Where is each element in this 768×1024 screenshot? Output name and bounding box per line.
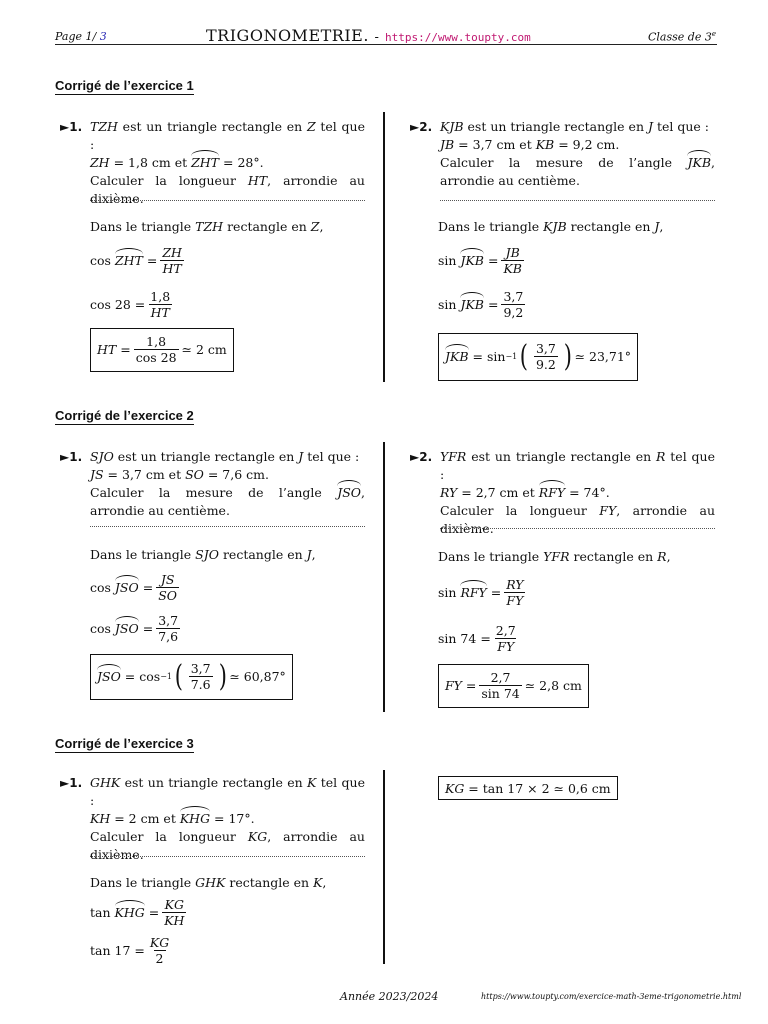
- result-box: JKB = sin −1 ( $\frac{3,7}{9.2}$ ) ≃ 23,71°: [438, 333, 638, 381]
- triangle-statement: Dans le triangle YFR rectangle en R,: [438, 549, 671, 564]
- ex2-question-2: ►2. YFR est un triangle rectangle en R tel que : RY = 2,7 cm et RFY = 74°. Calculer la longueur FY, arrondie au dixième. Dans le triangle YFR rectangle en R, sin RFY = $\frac{RY}{FY}$ sin 74 = $\frac{2,7}{FY}$ FY = $\frac{2,7}{\sin 74}$ ≃ 2,8 cm: [410, 448, 715, 713]
- answer-dots: [440, 200, 715, 201]
- equation-1: cos JSO = $\frac{JS}{SO}$: [90, 572, 178, 603]
- result-box: KG = tan 17 × 2 ≃ 0,6 cm: [438, 776, 618, 800]
- header-rule: [55, 44, 717, 45]
- page-title: TRIGONOMETRIE. - https://www.toupty.com: [206, 26, 531, 45]
- equation-1: sin JKB = $\frac{JB}{KB}$: [438, 245, 522, 276]
- answer-dots: [90, 856, 365, 857]
- answer-dots: [90, 526, 365, 527]
- class-label: Classe de 3e: [648, 30, 716, 44]
- school-year: Année 2023/2024: [340, 990, 439, 1003]
- column-divider: [383, 112, 385, 382]
- page-number: Page 1/ 3: [55, 30, 107, 43]
- site-link[interactable]: https://www.toupty.com: [385, 31, 531, 44]
- ex1-question-2: ►2. KJB est un triangle rectangle en J tel que : JB = 3,7 cm et KB = 9,2 cm. Calculer la mesure de l’angle JKB, arrondie au centième. Dans le triangle KJB rectangle en J, sin JKB = $\frac{JB}{KB}$ sin JKB = $\frac{3,7}{9,2}$ JKB = sin −1 ( $\frac{3,7}{9.2}$ ) ≃ 23,71°: [410, 118, 715, 383]
- equation-2: sin JKB = $\frac{3,7}{9,2}$: [438, 289, 524, 320]
- triangle-statement: Dans le triangle TZH rectangle en Z,: [90, 219, 324, 234]
- ex1-question-1: ►1. TZH est un triangle rectangle en Z tel que : ZH = 1,8 cm et ZHT = 28°. Calculer la longueur HT, arrondie au dixième. Dans le triangle TZH rectangle en Z, cos ZHT = $\frac{ZH}{HT}$ cos 28 = $\frac{1,8}{HT}$ HT = $\frac{1,8}{\cos 28}$ ≃ 2 cm: [60, 118, 365, 378]
- section-title-2: Corrigé de l’exercice 2: [55, 408, 194, 423]
- equation-2: cos JSO = $\frac{3,7}{7,6}$: [90, 613, 179, 644]
- triangle-statement: Dans le triangle GHK rectangle en K,: [90, 875, 327, 890]
- result-box: JSO = cos −1 ( $\frac{3,7}{7.6}$ ) ≃ 60,87°: [90, 654, 293, 700]
- column-divider: [383, 770, 385, 964]
- equation-1: tan KHG = $\frac{KG}{KH}$: [90, 897, 185, 928]
- page-total-link[interactable]: 3: [99, 30, 107, 43]
- triangle-statement: Dans le triangle KJB rectangle en J,: [438, 219, 664, 234]
- section-title-1: Corrigé de l’exercice 1: [55, 78, 194, 93]
- ex2-question-1: ►1. SJO est un triangle rectangle en J tel que : JS = 3,7 cm et SO = 7,6 cm. Calculer la mesure de l’angle JSO, arrondie au centième. Dans le triangle SJO rectangle en J, cos JSO = $\frac{JS}{SO}$ cos JSO = $\frac{3,7}{7,6}$ JSO = cos −1 ( $\frac{3,7}{7.6}$ ) ≃ 60,87°: [60, 448, 365, 693]
- equation-2: sin 74 = $\frac{2,7}{FY}$: [438, 623, 516, 654]
- triangle-statement: Dans le triangle SJO rectangle en J,: [90, 547, 316, 562]
- footer-link[interactable]: https://www.toupty.com/exercice-math-3eme-trigonometrie.html: [481, 992, 742, 1001]
- equation-2: tan 17 = $\frac{KG}{2}$: [90, 935, 170, 966]
- equation-1: cos ZHT = $\frac{ZH}{HT}$: [90, 245, 182, 276]
- result-box: FY = $\frac{2,7}{\sin 74}$ ≃ 2,8 cm: [438, 664, 589, 708]
- equation-1: sin RFY = $\frac{RY}{FY}$: [438, 577, 524, 608]
- answer-dots: [90, 200, 365, 201]
- result-box: HT = $\frac{1,8}{\cos 28}$ ≃ 2 cm: [90, 328, 234, 372]
- column-divider: [383, 442, 385, 712]
- equation-2: cos 28 = $\frac{1,8}{HT}$: [90, 289, 171, 320]
- ex3-question-1: ►1. GHK est un triangle rectangle en K tel que : KH = 2 cm et KHG = 17°. Calculer la longueur KG, arrondie au dixième. Dans le triangle GHK rectangle en K, tan KHG = $\frac{KG}{KH}$ tan 17 = $\frac{KG}{2}$: [60, 775, 365, 966]
- section-title-3: Corrigé de l’exercice 3: [55, 736, 194, 751]
- answer-dots: [440, 528, 715, 529]
